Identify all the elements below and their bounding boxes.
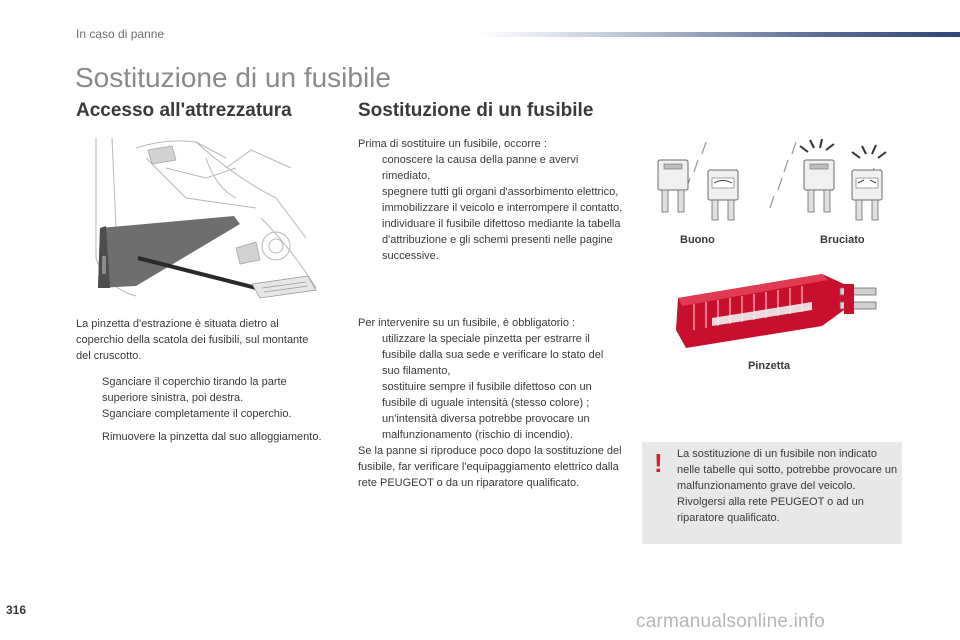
list-item [358,216,623,264]
list-item-text: conoscere la causa della panne e avervi rimediato, [382,154,579,182]
fuse-puller-label: Pinzetta [748,360,791,372]
middle-bullets-1 [358,152,623,264]
middle-bullets-2 [358,331,623,443]
list-item-text: Rimuovere la pinzetta dal suo alloggiamento. [102,431,322,443]
page-title: Sostituzione di un fusibile [75,62,391,93]
fuse-burnt-label: Bruciato [820,234,865,246]
fuse-good-label: Buono [680,234,715,246]
list-item [358,152,623,184]
fuse-good-icon [658,160,738,220]
list-item-text: Sganciare completamente il coperchio. [102,408,292,420]
list-item-text: utilizzare la speciale pinzetta per estrarre il fusibile dalla sua sede e verificare lo stato del suo filamento, [382,333,604,377]
watermark: carmanualsonline.info [636,611,826,632]
middle-intro-2: Per intervenire su un fusibile, è obbligatorio : [358,317,576,329]
list-item [358,200,623,216]
warning-text: La sostituzione di un fusibile non indicato nelle tabelle qui sotto, potrebbe provocare un malfunzionamento grave del veicolo. Rivolgersi alla rete PEUGEOT o ad un riparatore qualificato. [677,448,898,524]
warning-icon: ! [654,448,663,478]
page-number: 316 [6,603,27,617]
middle-outro: Se la panne si riproduce poco dopo la sostituzione del fusibile, far verificare l'equipaggiamento elettrico dalla rete PEUGEOT o da un riparatore qualificato. [358,445,622,489]
fuse-comparison-illustration [648,138,888,230]
left-intro-paragraph: La pinzetta d'estrazione è situata dietro al coperchio della scatola dei fusibili, sul montante del cruscotto. [76,318,309,362]
list-item [358,331,623,379]
list-item-text: spegnere tutti gli organi d'assorbimento elettrico, [382,186,619,198]
left-bullets-1 [78,374,328,422]
list-item-text: individuare il fusibile difettoso mediante la tabella d'attribuzione e gli schemi presenti nelle pagine successive. [382,218,621,262]
header-rule [478,32,960,37]
section-header: In caso di panne [76,27,165,41]
fuse-burnt-icon [800,139,886,220]
fuse-puller-icon [672,270,882,350]
list-item [358,184,623,200]
list-item [78,429,328,445]
heading-fuse-replacement: Sostituzione di un fusibile [358,100,594,121]
left-bullets-2 [78,429,328,445]
dashboard-illustration [76,138,324,300]
list-item [78,406,328,422]
list-item [78,374,328,406]
list-item-text: sostituire sempre il fusibile difettoso con un fusibile di uguale intensità (stesso colore) ; un'intensità diversa potrebbe provocare un malfunzionamento (rischio di incendio). [382,381,592,441]
list-item-text: Sganciare il coperchio tirando la parte superiore sinistra, poi destra. [102,376,287,404]
list-item-text: immobilizzare il veicolo e interrompere il contatto, [382,202,623,214]
middle-intro: Prima di sostituire un fusibile, occorre : [358,138,547,150]
list-item [358,379,623,443]
warning-box [642,442,902,544]
heading-access-tools: Accesso all'attrezzatura [76,100,292,121]
